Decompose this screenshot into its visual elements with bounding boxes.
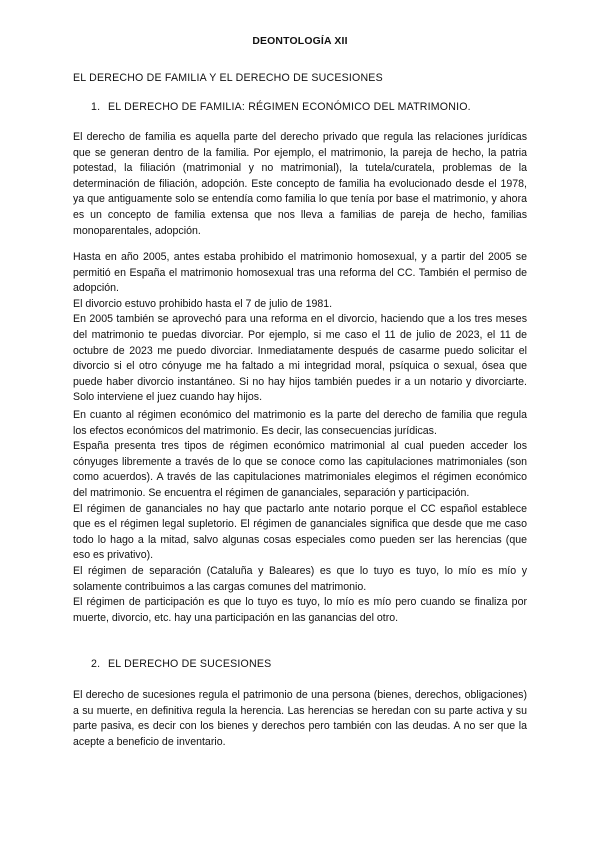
document-title: DEONTOLOGÍA XII [252,36,348,47]
paragraph: El régimen de separación (Cataluña y Baleares) es que lo tuyo es tuyo, lo mío es mío y solamente contribuimos a las cargas comunes del matrimonio. [73,564,527,593]
document-heading: EL DERECHO DE FAMILIA Y EL DERECHO DE SUCESIONES [73,72,383,84]
section-2-heading [91,658,271,670]
section-1-heading [91,101,471,113]
economic-regime-block [73,408,527,626]
paragraph: El derecho de sucesiones regula el patrimonio de una persona (bienes, derechos, obligaciones) a su muerte, en definitiva regula la herencia. Las herencias se heredan con su parte activa y su parte pasiva, es decir con los bienes y derechos pero también con las deudas. A no ser que la acepte a beneficio de inventario. [73,689,527,748]
paragraph: Hasta en año 2005, antes estaba prohibido el matrimonio homosexual, y a partir del 2005 se permitió en España el matrimonio homosexual tras una reforma del CC. También el permiso de adopción. [73,251,527,295]
paragraph: El régimen de gananciales no hay que pactarlo ante notario porque el CC español establece que es el régimen legal supletorio. El régimen de gananciales significa que desde que me caso todo lo hago a la mitad, salvo algunas cosas especiales como pueden ser las herencias (que eso es privativo). [73,502,527,562]
paragraph: En 2005 también se aprovechó para una reforma en el divorcio, haciendo que a los tres meses del matrimonio te puedas divorciar. Por ejemplo, si me caso el 11 de julio de 2023, el 11 de octubre de 2023 me puedo divorciar. Inmediatamente después de casarme puedo solicitar el divorcio si el otro cónyuge me ha faltado a mi integridad moral, psíquica o sexual, ósea que puede haber divorcio instantáneo. Si no hay hijos también puedes ir a un notario y divorciarte. Solo interviene el juez cuando hay hijos. [73,313,527,404]
section-2-title: EL DERECHO DE SUCESIONES [108,658,272,670]
family-law-definition [73,130,527,239]
section-2-number: 2. [91,658,101,670]
paragraph: España presenta tres tipos de régimen económico matrimonial al cual pueden acceder los cónyuges libremente a través de lo que se conoce como las capitulaciones matrimoniales (son como acuerdos). A través de las capitulaciones matrimoniales elegimos el régimen económico del matrimonio. Se encuentra el régimen de gananciales, separación y participación. [73,440,527,499]
paragraph: El divorcio estuvo prohibido hasta el 7 de julio de 1981. [73,297,333,310]
section-1-number: 1. [91,101,101,113]
section-1-title: EL DERECHO DE FAMILIA: RÉGIMEN ECONÓMICO DEL MATRIMONIO. [108,101,471,113]
paragraph: El derecho de familia es aquella parte del derecho privado que regula las relaciones jurídicas que se generan dentro de la familia. Por ejemplo, el matrimonio, la pareja de hecho, la patria potestad, la filiación (matrimonial y no matrimonial), la tutela/curatela, problemas de la determinación de filiación, adopción. Este concepto de familia ha evolucionado desde el 1978, ya que antiguamente solo se entendía como familia lo que tenía por base el matrimonio, y ahora es un concepto de familia extensa que nos lleva a familias de pareja de hecho, familias monoparentales, adopción. [73,131,527,237]
succession-law-block [73,688,527,750]
paragraph: En cuanto al régimen económico del matrimonio es la parte del derecho de familia que regula los efectos económicos del matrimonio. Es decir, las consecuencias jurídicas. [73,409,527,437]
divorce-history-block [73,250,527,406]
paragraph: El régimen de participación es que lo tuyo es tuyo, lo mío es mío pero cuando se finaliza por muerte, divorcio, etc. hay una participación en las ganancias del otro. [73,596,527,624]
